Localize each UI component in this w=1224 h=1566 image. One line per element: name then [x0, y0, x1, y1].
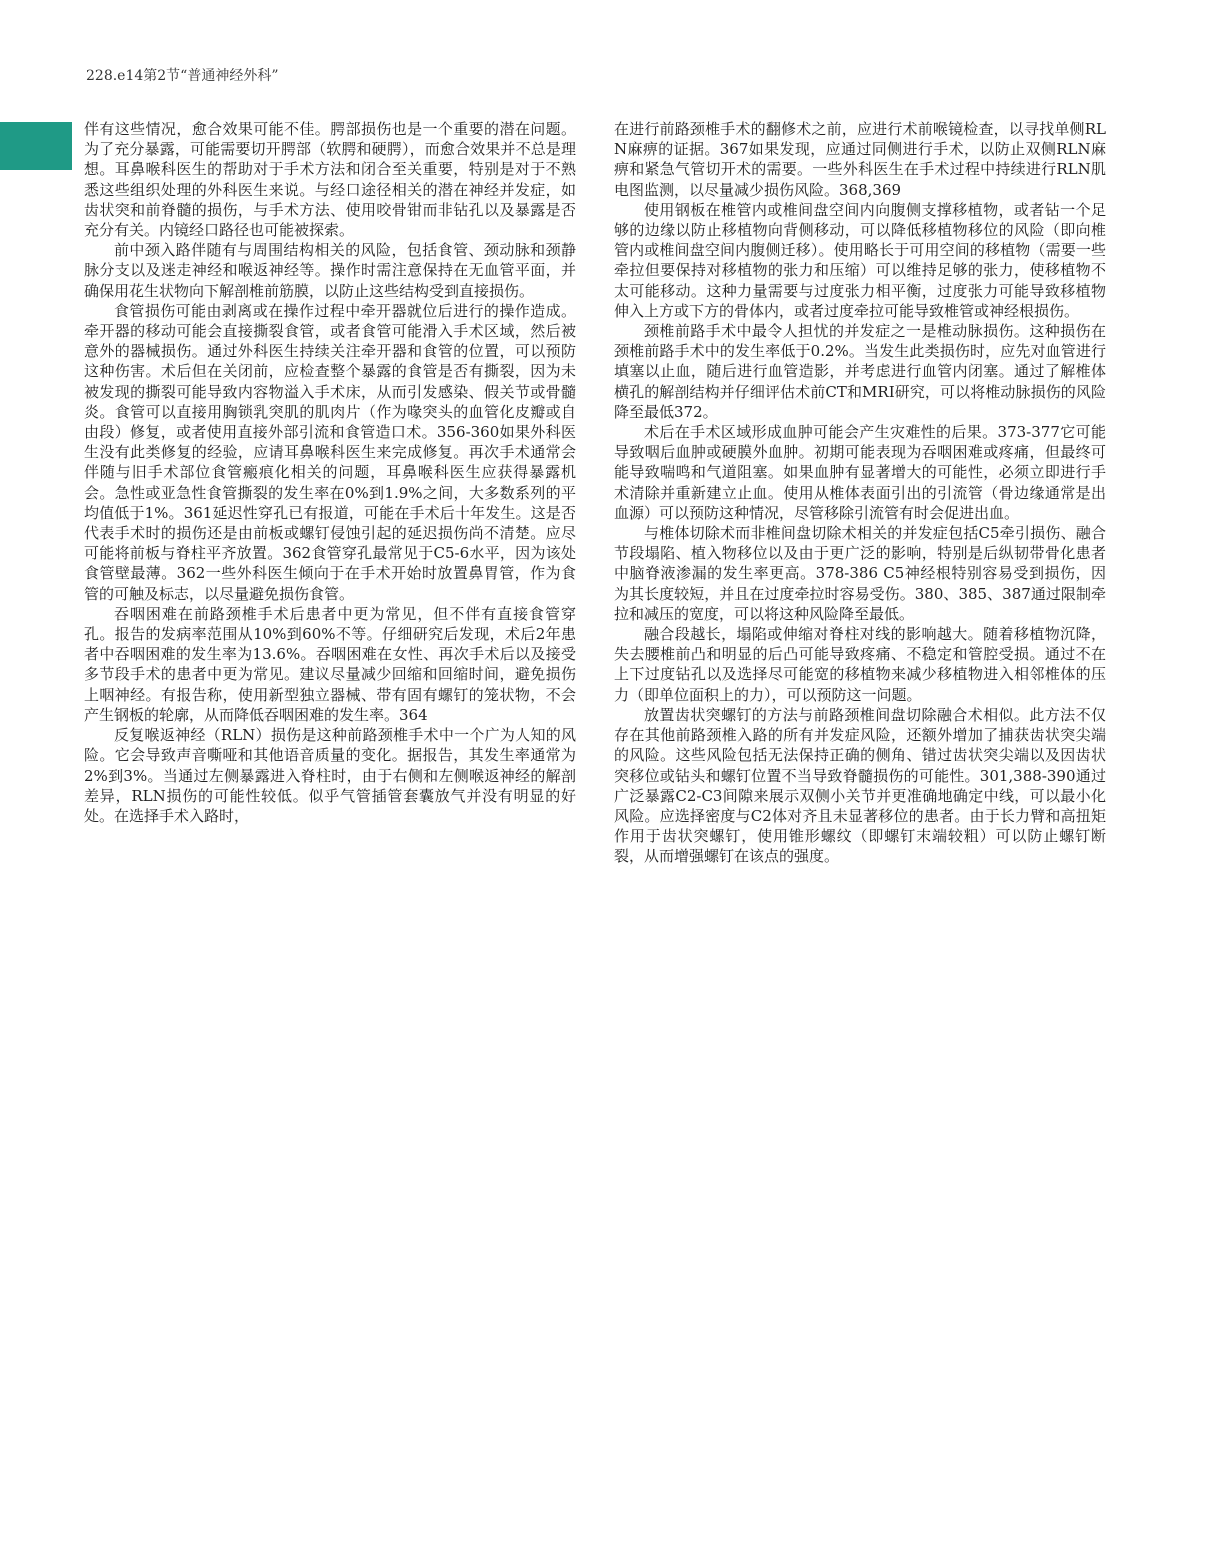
paragraph: 前中颈入路伴随有与周围结构相关的风险，包括食管、颈动脉和颈静脉分支以及迷走神经和喉返神经等。操作时需注意保持在无血管平面，并确保用花生状物向下解剖椎前筋膜，以防止这些结构受到直接损伤。	[84, 241, 576, 300]
paragraph: 在进行前路颈椎手术的翻修术之前，应进行术前喉镜检查，以寻找单侧RLN麻痹的证据。367如果发现，应通过同侧进行手术，以防止双侧RLN麻痹和紧急气管切开术的需要。一些外科医生在手术过程中持续进行RLN肌电图监测，以尽量减少损伤风险。368,369	[614, 120, 1106, 199]
paragraph: 反复喉返神经（RLN）损伤是这种前路颈椎手术中一个广为人知的风险。它会导致声音嘶哑和其他语音质量的变化。据报告，其发生率通常为2%到3%。当通过左侧暴露进入脊柱时，由于右侧和左侧喉返神经的解剖差异，RLN损伤的可能性较低。似乎气管插管套囊放气并没有明显的好处。在选择手术入路时，	[84, 726, 576, 825]
running-header: 228.e14第2节“普通神经外科”	[86, 68, 279, 84]
paragraph: 放置齿状突螺钉的方法与前路颈椎间盘切除融合术相似。此方法不仅存在其他前路颈椎入路的所有并发症风险，还额外增加了捕获齿状突尖端的风险。这些风险包括无法保持正确的侧角、错过齿状突尖端以及因齿状突移位或钻头和螺钉位置不当导致脊髓损伤的可能性。301,388-390通过广泛暴露C2-C3间隙来展示双侧小关节并更准确地确定中线，可以最小化风险。应选择密度与C2体对齐且未显著移位的患者。由于长力臂和高扭矩作用于齿状突螺钉，使用锥形螺纹（即螺钉末端较粗）可以防止螺钉断裂，从而增强螺钉在该点的强度。	[614, 705, 1106, 866]
paragraph: 融合段越长，塌陷或伸缩对脊柱对线的影响越大。随着移植物沉降，失去腰椎前凸和明显的后凸可能导致疼痛、不稳定和管腔受损。通过不在上下过度钻孔以及选择尽可能宽的移植物来减少移植物进入相邻椎体的压力（即单位面积上的力），可以预防这一问题。	[614, 625, 1106, 704]
paragraph: 吞咽困难在前路颈椎手术后患者中更为常见，但不伴有直接食管穿孔。报告的发病率范围从10%到60%不等。仔细研究后发现，术后2年患者中吞咽困难的发生率为13.6%。吞咽困难在女性、再次手术后以及接受多节段手术的患者中更为常见。建议尽量减少回缩和回缩时间，避免损伤上咽神经。有报告称，使用新型独立器械、带有固有螺钉的笼状物，不会产生钢板的轮廓，从而降低吞咽困难的发生率。364	[84, 604, 576, 724]
chapter-side-tab	[0, 122, 72, 170]
paragraph: 使用钢板在椎管内或椎间盘空间内向腹侧支撑移植物，或者钻一个足够的边缘以防止移植物向背侧移动，可以降低移植物移位的风险（即向椎管内或椎间盘空间内腹侧迁移）。使用略长于可用空间的移植物（需要一些牵拉但要保持对移植物的张力和压缩）可以维持足够的张力，使移植物不太可能移动。这种力量需要与过度张力相平衡，过度张力可能导致移植物伸入上方或下方的骨体内，或者过度牵拉可能导致椎管或神经根损伤。	[614, 200, 1106, 320]
paragraph: 颈椎前路手术中最令人担忧的并发症之一是椎动脉损伤。这种损伤在颈椎前路手术中的发生率低于0.2%。当发生此类损伤时，应先对血管进行填塞以止血，随后进行血管造影，并考虑进行血管内闭塞。通过了解椎体横孔的解剖结构并仔细评估术前CT和MRI研究，可以将椎动脉损伤的风险降至最低372。	[614, 322, 1106, 421]
paragraph: 与椎体切除术而非椎间盘切除术相关的并发症包括C5牵引损伤、融合节段塌陷、植入物移位以及由于更广泛的影响，特别是后纵韧带骨化患者中脑脊液渗漏的发生率更高。378-386 C5神经根特别容易受到损伤，因为其长度较短，并且在过度牵拉时容易受伤。380、385、387通过限制牵拉和减压的宽度，可以将这种风险降至最低。	[614, 524, 1106, 623]
paragraph: 术后在手术区域形成血肿可能会产生灾难性的后果。373-377它可能导致咽后血肿或硬膜外血肿。初期可能表现为吞咽困难或疼痛，但最终可能导致喘鸣和气道阻塞。如果血肿有显著增大的可能性，必须立即进行手术清除并重新建立止血。使用从椎体表面引出的引流管（骨边缘通常是出血源）可以预防这种情况，尽管移除引流管有时会促进出血。	[614, 423, 1106, 522]
paragraph: 伴有这些情况，愈合效果可能不佳。腭部损伤也是一个重要的潜在问题。为了充分暴露，可能需要切开腭部（软腭和硬腭），而愈合效果并不总是理想。耳鼻喉科医生的帮助对于手术方法和闭合至关重要，特别是对于不熟悉这些组织处理的外科医生来说。与经口途径相关的潜在神经并发症，如齿状突和前脊髓的损伤，与手术方法、使用咬骨钳而非钻孔以及暴露是否充分有关。内镜经口路径也可能被探索。	[84, 120, 576, 240]
left-column	[84, 119, 576, 826]
right-column	[614, 119, 1106, 867]
paragraph: 食管损伤可能由剥离或在操作过程中牵开器就位后进行的操作造成。牵开器的移动可能会直接撕裂食管，或者食管可能滑入手术区域，然后被意外的器械损伤。通过外科医生持续关注牵开器和食管的位置，可以预防这种伤害。术后但在关闭前，应检查整个暴露的食管是否有撕裂，因为未被发现的撕裂可能导致内容物溢入手术床，从而引发感染、假关节或骨髓炎。食管可以直接用胸锁乳突肌的肌肉片（作为喙突头的血管化皮瓣或自由段）修复，或者使用直接外部引流和食管造口术。356-360如果外科医生没有此类修复的经验，应请耳鼻喉科医生来完成修复。再次手术通常会伴随与旧手术部位食管瘢痕化相关的问题，耳鼻喉科医生应获得暴露机会。急性或亚急性食管撕裂的发生率在0%到1.9%之间，大多数系列的平均值低于1%。361延迟性穿孔已有报道，可能在手术后十年发生。这是否代表手术时的损伤还是由前板或螺钉侵蚀引起的延迟损伤尚不清楚。应尽可能将前板与脊柱平齐放置。362食管穿孔最常见于C5-6水平，因为该处食管壁最薄。362一些外科医生倾向于在手术开始时放置鼻胃管，作为食管的可触及标志，以尽量避免损伤食管。	[84, 301, 576, 603]
